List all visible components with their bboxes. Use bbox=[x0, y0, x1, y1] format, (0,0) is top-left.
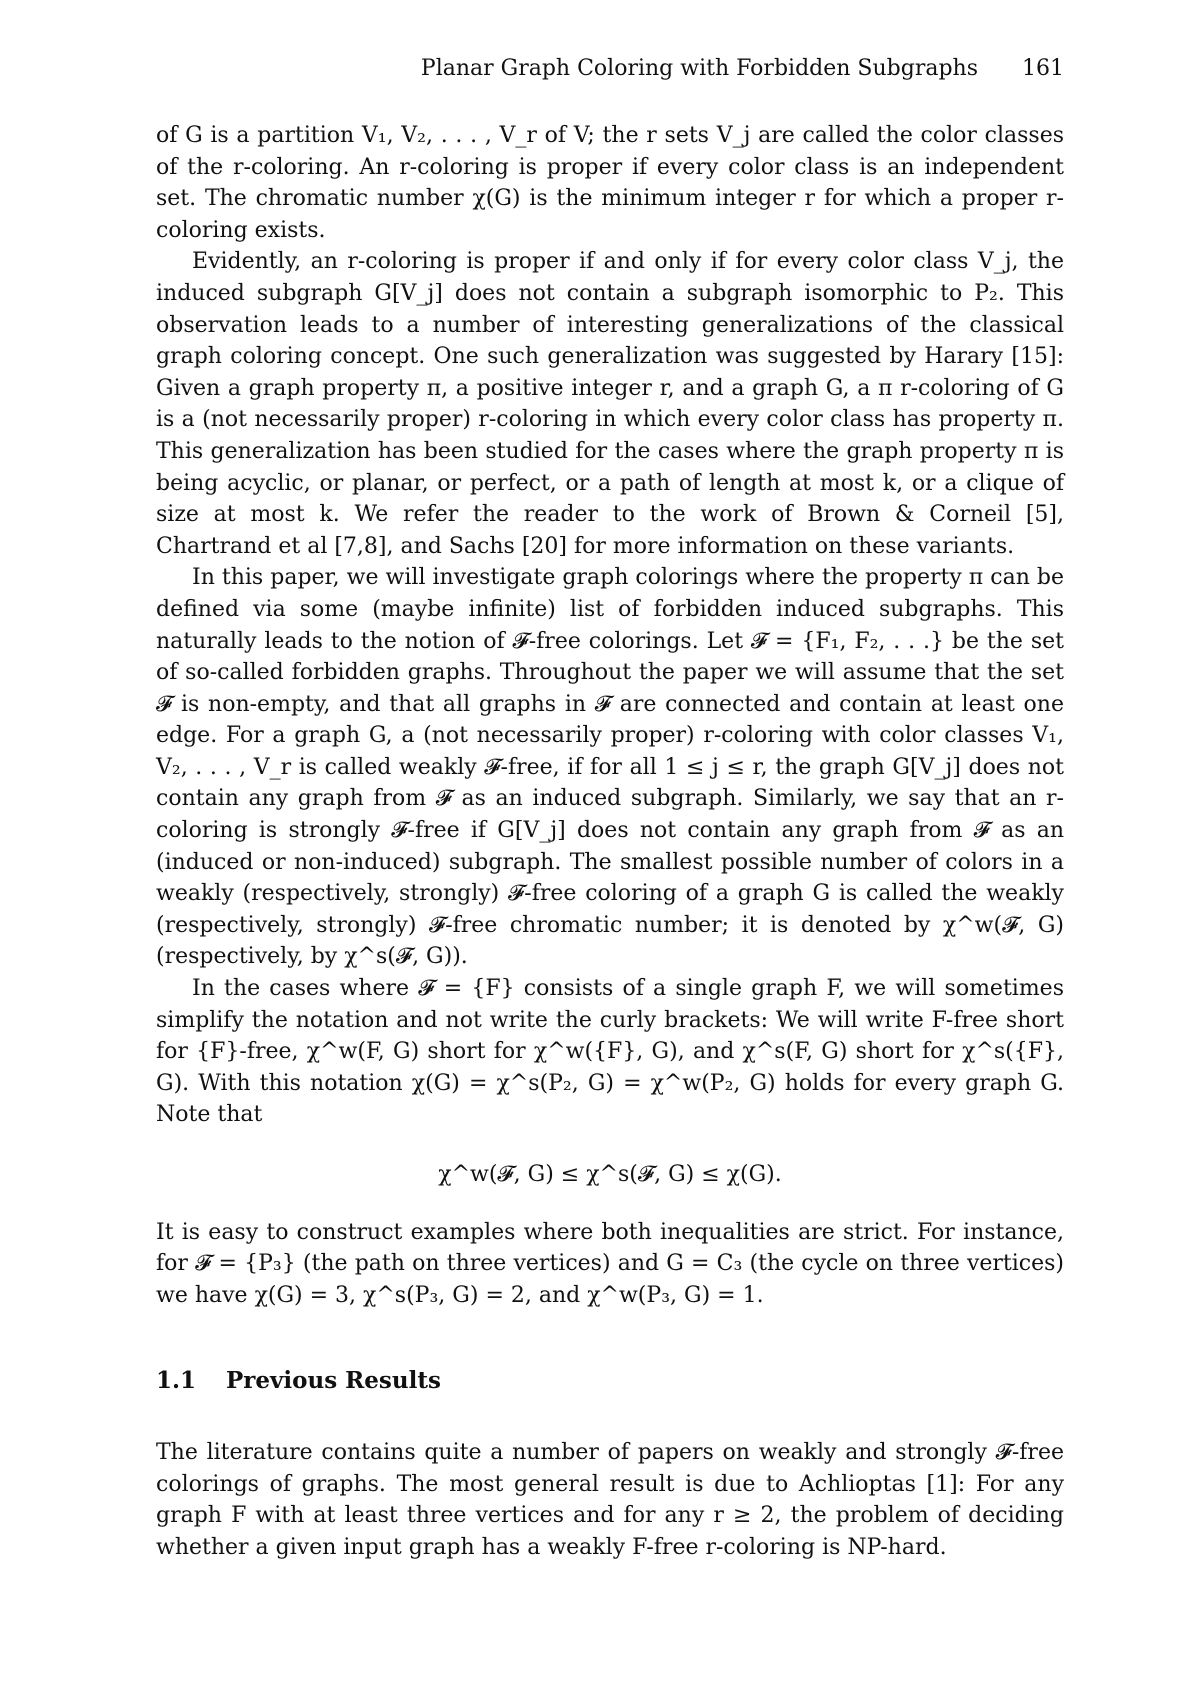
paragraph-after-formula: It is easy to construct examples where both inequalities are strict. For instance, for 𝓕 = {P₃} (the path on three vertices) and G = C₃ (the cycle on three vertices) we have χ(G) = 3, χ^s(P₃, G) = 2, and χ^w(P₃, G) = 1. bbox=[156, 1219, 1064, 1308]
section-heading bbox=[156, 1365, 1064, 1397]
paragraph-3: In this paper, we will investigate graph colorings where the property π can be defined via some (maybe infinite) list of forbidden induced subgraphs. This naturally leads to the notion of 𝓕-free colorings. Let 𝓕 = {F₁, F₂, . . .} be the set of so-called forbidden graphs. Throughout the paper we will assume that the set 𝓕 is non-empty, and that all graphs in 𝓕 are connected and contain at least one edge. For a graph G, a (not necessarily proper) r-coloring with color classes V₁, V₂, . . . , V_r is called weakly 𝓕-free, if for all 1 ≤ j ≤ r, the graph G[V_j] does not contain any graph from 𝓕 as an induced subgraph. Similarly, we say that an r-coloring is strongly 𝓕-free if G[V_j] does not contain any graph from 𝓕 as an (induced or non-induced) subgraph. The smallest possible number of colors in a weakly (respectively, strongly) 𝓕-free coloring of a graph G is called the weakly (respectively, strongly) 𝓕-free chromatic number; it is denoted by χ^w(𝓕, G) (respectively, by χ^s(𝓕, G)). bbox=[156, 565, 1064, 970]
page-number: 161 bbox=[1022, 56, 1064, 81]
section-paragraph: The literature contains quite a number of papers on weakly and strongly 𝓕-free colorings of graphs. The most general result is due to Achlioptas [1]: For any graph F with at least three vertices and for any r ≥ 2, the problem of deciding whether a given input graph has a weakly F-free r-coloring is NP-hard. bbox=[156, 1439, 1064, 1560]
running-header bbox=[421, 56, 1064, 81]
paragraph-4: In the cases where 𝓕 = {F} consists of a single graph F, we will sometimes simplify the notation and not write the curly brackets: We will write F-free short for {F}-free, χ^w(F, G) short for χ^w({F}, G), and χ^s(F, G) short for χ^s({F}, G). With this notation χ(G) = χ^s(P₂, G) = χ^w(P₂, G) holds for every graph G. Note that bbox=[156, 976, 1064, 1128]
body-text bbox=[156, 120, 1064, 1563]
paragraph-1: of G is a partition V₁, V₂, . . . , V_r of V; the r sets V_j are called the color classes of the r-coloring. An r-coloring is proper if every color class is an independent set. The chromatic number χ(G) is the minimum integer r for which a proper r-coloring exists. bbox=[156, 123, 1064, 243]
running-title: Planar Graph Coloring with Forbidden Subgraphs bbox=[420, 56, 978, 81]
section-number: 1.1 bbox=[156, 1367, 197, 1395]
paragraph-2: Evidently, an r-coloring is proper if and only if for every color class V_j, the induced subgraph G[V_j] does not contain a subgraph isomorphic to P₂. This observation leads to a number of interesting generalizations of the classical graph coloring concept. One such generalization was suggested by Harary [15]: Given a graph property π, a positive integer r, and a graph G, a π r-coloring of G is a (not necessarily proper) r-coloring in which every color class has property π. This generalization has been studied for the cases where the graph property π is being acyclic, or planar, or perfect, or a path of length at most k, or a clique of size at most k. We refer the reader to the work of Brown & Corneil [5], Chartrand et al [7,8], and Sachs [20] for more information on these variants. bbox=[156, 249, 1064, 559]
display-formula: χ^w(𝓕, G) ≤ χ^s(𝓕, G) ≤ χ(G). bbox=[438, 1162, 782, 1187]
section-title: Previous Results bbox=[226, 1367, 441, 1395]
